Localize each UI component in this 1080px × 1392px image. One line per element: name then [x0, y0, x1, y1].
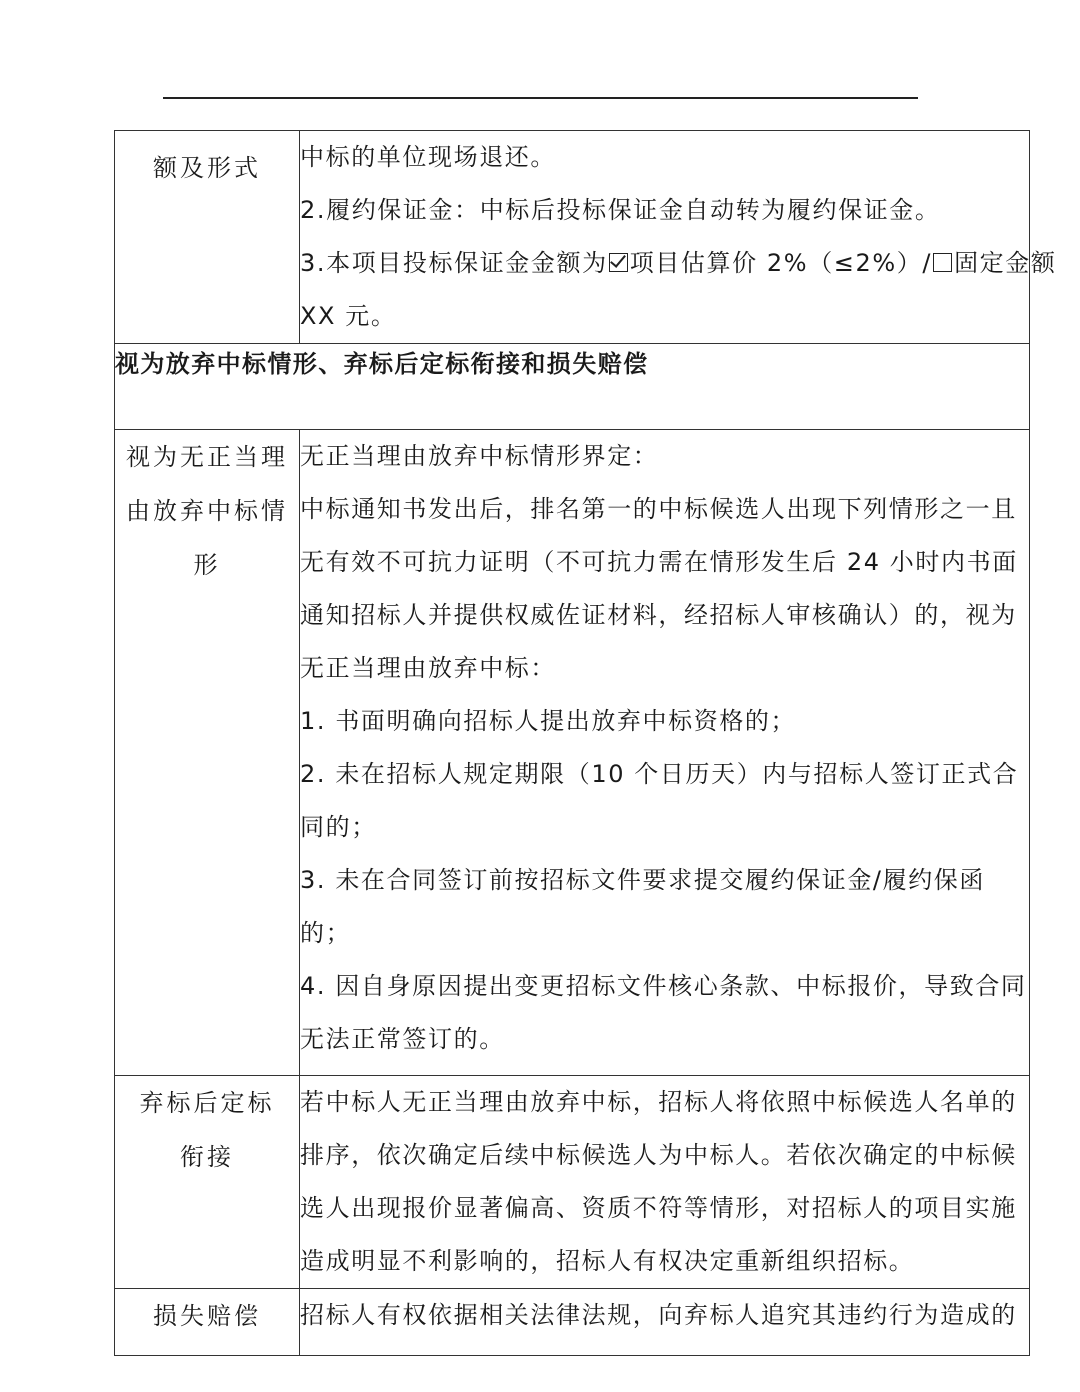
content-line: 2. 未在招标人规定期限（10 个日历天）内与招标人签订正式合 [300, 760, 1019, 788]
table-row-rebid [115, 1076, 1030, 1289]
row-label-rebid: 弃标后定标 衔接 [115, 1076, 300, 1289]
row-label-abandon: 视为无正当理 由放弃中标情 形 [115, 430, 300, 1076]
row-content-rebid [300, 1076, 1030, 1289]
row-content-compensation [300, 1289, 1030, 1356]
content-line: 同的； [300, 813, 377, 841]
content-line: XX 元。 [300, 302, 397, 330]
table-row-abandon [115, 430, 1030, 1076]
section-title: 视为放弃中标情形、弃标后定标衔接和损失赔偿 [115, 344, 1030, 430]
content-line: 4. 因自身原因提出变更招标文件核心条款、中标报价，导致合同 [300, 972, 1027, 1000]
content-line: 中标通知书发出后，排名第一的中标候选人出现下列情形之一且 [300, 495, 1017, 523]
content-line: 若中标人无正当理由放弃中标，招标人将依照中标候选人名单的 [300, 1088, 1017, 1116]
row-label-compensation: 损失赔偿 [115, 1289, 300, 1356]
empty-checkbox-icon [933, 253, 952, 272]
content-line: 排序，依次确定后续中标候选人为中标人。若依次确定的中标候 [300, 1141, 1017, 1169]
row-content-abandon [300, 430, 1030, 1076]
content-line: 3. 未在合同签订前按招标文件要求提交履约保证金/履约保函 [300, 866, 986, 894]
content-line: 的； [300, 919, 352, 947]
content-line: 中标的单位现场退还。 [300, 143, 556, 171]
content-line-amount: 3.本项目投标保证金金额为 项目估算价 2%（≤2%）/ 固定金额 [300, 249, 1057, 277]
table-row-section [115, 344, 1030, 430]
content-line: 无正当理由放弃中标情形界定： [300, 442, 659, 470]
content-line: 无正当理由放弃中标： [300, 654, 556, 682]
content-line: 无法正常签订的。 [300, 1025, 505, 1053]
tender-terms-table [114, 130, 1057, 1356]
checked-checkbox-icon [609, 253, 628, 272]
content-line: 招标人有权依据相关法律法规，向弃标人追究其违约行为造成的 [300, 1301, 1017, 1329]
content-line: 2.履约保证金：中标后投标保证金自动转为履约保证金。 [300, 196, 941, 224]
content-line: 造成明显不利影响的，招标人有权决定重新组织招标。 [300, 1247, 915, 1275]
content-line: 无有效不可抗力证明（不可抗力需在情形发生后 24 小时内书面 [300, 548, 1018, 576]
row-label-deposit: 额及形式 [115, 131, 300, 344]
header-rule [163, 97, 918, 99]
row-content-deposit [300, 131, 1057, 344]
table-row-deposit [115, 131, 1030, 344]
content-line: 1. 书面明确向招标人提出放弃中标资格的； [300, 707, 797, 735]
table-row-compensation [115, 1289, 1030, 1356]
content-line: 选人出现报价显著偏高、资质不符等情形，对招标人的项目实施 [300, 1194, 1017, 1222]
content-line: 通知招标人并提供权威佐证材料，经招标人审核确认）的，视为 [300, 601, 1017, 629]
